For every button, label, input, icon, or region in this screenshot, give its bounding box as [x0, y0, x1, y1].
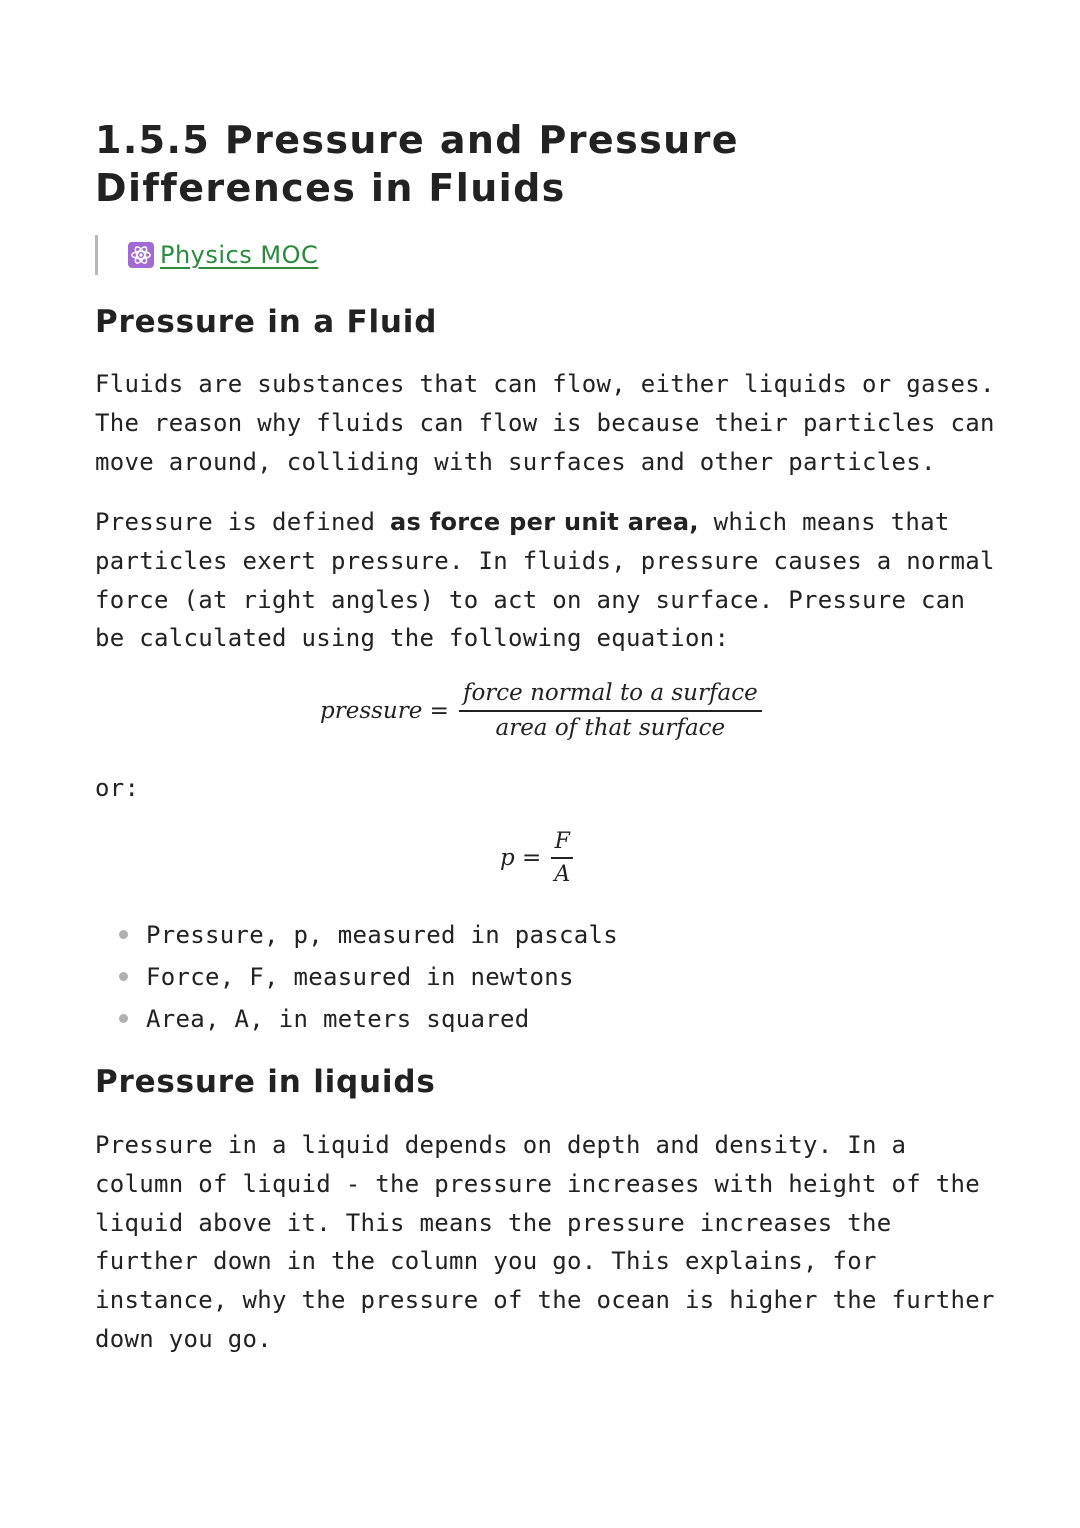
paragraph-fluids: Fluids are substances that can flow, either liquids or gases. The reason why fluids can flow is because their particles can move around, colliding with surfaces and other particles. [95, 370, 995, 476]
moc-link-label: Physics MOC [160, 241, 319, 269]
bullet-dot [119, 930, 128, 939]
physics-moc-link[interactable] [128, 241, 318, 269]
definition-text-start: Pressure is defined [95, 508, 390, 536]
list-item [117, 914, 618, 956]
paragraph-pressure-definition [95, 503, 995, 658]
paragraph-liquids: Pressure in a liquid depends on depth and density. In a column of liquid - the pressure increases with height of the liquid above it. This means the pressure increases the further down in the column you go. This explains, for instance, why the pressure of the ocean is higher the further down you go. [95, 1131, 995, 1353]
equation2-fraction [551, 826, 573, 890]
equation2-lhs: p = [500, 845, 542, 871]
or-label: or: [95, 774, 140, 802]
definition-bold: as force per unit area, [389, 508, 699, 536]
equation2-denominator: A [554, 862, 571, 887]
list-item [117, 956, 618, 998]
units-list [117, 914, 618, 1040]
equation1-denominator: area of that surface [495, 715, 726, 741]
heading-pressure-in-a-fluid: Pressure in a Fluid [95, 304, 438, 340]
bullet-dot [119, 972, 128, 981]
pressure-equation-words [320, 677, 762, 745]
atom-icon [128, 242, 154, 268]
list-item-text: Area, A, in meters squared [146, 1005, 530, 1033]
equation2-numerator: F [554, 829, 570, 854]
list-item [117, 998, 618, 1040]
definition-text-end: which means that particles exert pressure. In fluids, pressure causes a normal force (at right angles) to act on any surface. Pressure can be calculated using the following equation: [95, 508, 995, 653]
moc-callout [95, 235, 318, 275]
bullet-dot [119, 1014, 128, 1023]
pressure-equation-symbols [500, 826, 573, 890]
heading-pressure-in-liquids: Pressure in liquids [95, 1064, 436, 1100]
list-item-text: Pressure, p, measured in pascals [146, 921, 618, 949]
equation1-fraction [459, 677, 762, 745]
equation1-lhs: pressure = [320, 698, 449, 724]
equation1-numerator: force normal to a surface [462, 680, 758, 706]
list-item-text: Force, F, measured in newtons [146, 963, 574, 991]
page-title: 1.5.5 Pressure and Pressure Differences in Fluids [95, 118, 739, 210]
